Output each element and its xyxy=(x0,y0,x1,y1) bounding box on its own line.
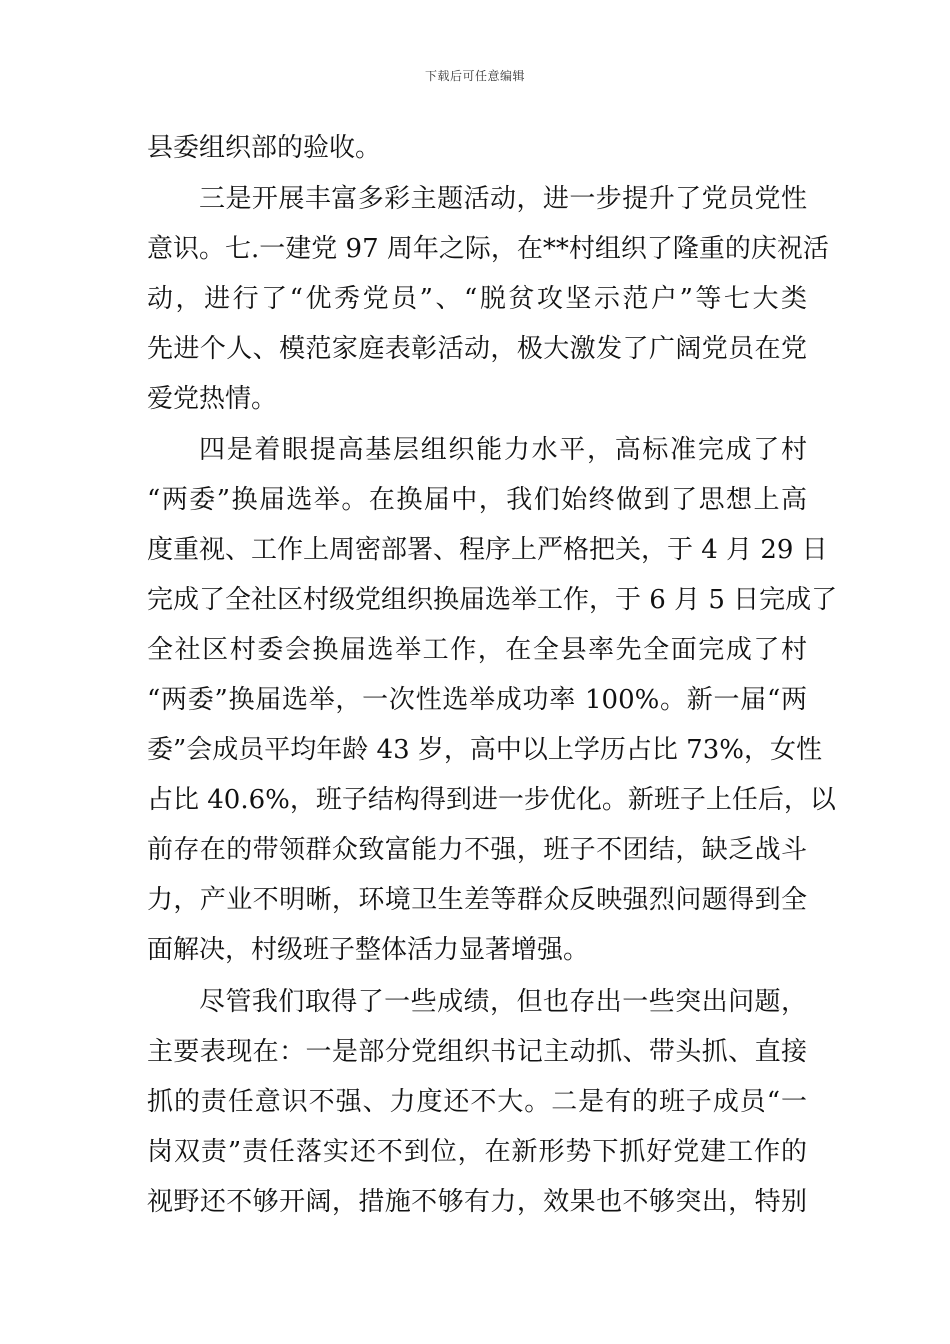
text-line: 前存在的带领群众致富能力不强，班子不团结，缺乏战斗 xyxy=(147,835,807,865)
text-line: 力，产业不明晰，环境卫生差等群众反映强烈问题得到全 xyxy=(147,885,807,915)
text-line: 岗双责”责任落实还不到位，在新形势下抓好党建工作的 xyxy=(147,1137,807,1167)
text-line: 完成了全社区村级党组织换届选举工作，于 6 月 5 日完成了 xyxy=(147,585,838,615)
text-line: 委”会成员平均年龄 43 岁，高中以上学历占比 73%，女性 xyxy=(147,735,822,765)
text-line: 度重视、工作上周密部署、程序上严格把关，于 4 月 29 日 xyxy=(147,535,828,565)
text-line: 全社区村委会换届选举工作，在全县率先全面完成了村 xyxy=(147,635,807,665)
text-line: “两委”换届选举，一次性选举成功率 100%。新一届“两 xyxy=(147,685,807,715)
text-line: 主要表现在：一是部分党组织书记主动抓、带头抓、直接 xyxy=(147,1037,807,1067)
paragraph-first-line: 四是着眼提高基层组织能力水平，高标准完成了村 xyxy=(199,435,807,465)
paragraph-first-line: 尽管我们取得了一些成绩，但也存出一些突出问题， xyxy=(199,987,807,1017)
paragraph-first-line: 三是开展丰富多彩主题活动，进一步提升了党员党性 xyxy=(199,184,807,214)
text-line: 面解决，村级班子整体活力显著增强。 xyxy=(147,935,590,965)
text-line: 县委组织部的验收。 xyxy=(147,133,382,163)
text-line: 占比 40.6%，班子结构得到进一步优化。新班子上任后，以 xyxy=(147,785,836,815)
page-header: 下载后可任意编辑 xyxy=(424,69,525,83)
text-line: 抓的责任意识不强、力度还不大。二是有的班子成员“一 xyxy=(147,1087,807,1117)
text-line: “两委”换届选举。在换届中，我们始终做到了思想上高 xyxy=(147,485,807,515)
text-line: 意识。七.一建党 97 周年之际，在**村组织了隆重的庆祝活 xyxy=(147,234,829,264)
text-line: 爱党热情。 xyxy=(147,384,278,414)
text-line: 视野还不够开阔，措施不够有力，效果也不够突出，特别 xyxy=(147,1187,807,1217)
text-line: 动，进行了“优秀党员”、“脱贫攻坚示范户”等七大类 xyxy=(147,284,807,314)
text-line: 先进个人、模范家庭表彰活动，极大激发了广阔党员在党 xyxy=(147,334,807,364)
